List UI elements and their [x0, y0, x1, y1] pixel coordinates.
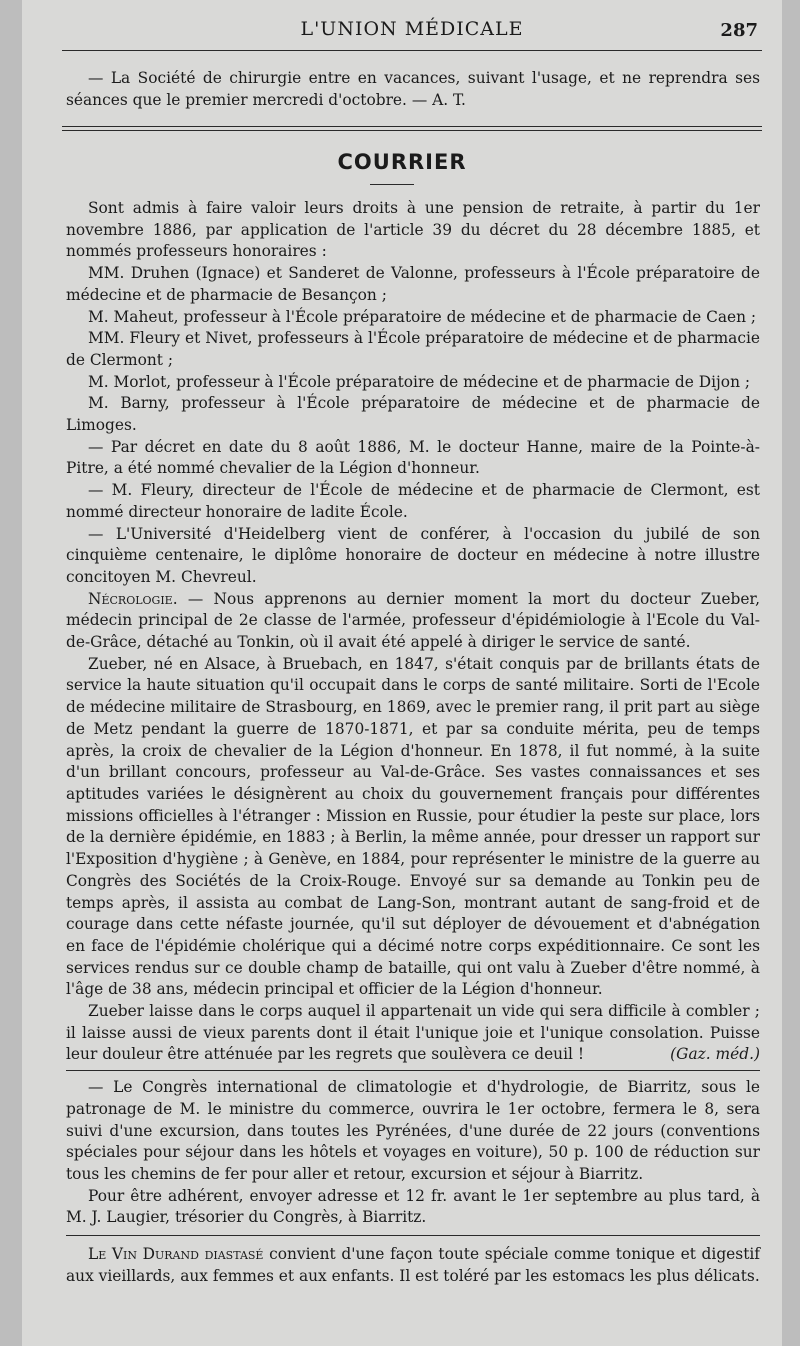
body-text — [66, 198, 760, 1287]
advert-rule — [66, 1235, 760, 1236]
paragraph-besancon: MM. Druhen (Ignace) et Sanderet de Valonne, professeurs à l'École préparatoire de médecine et de pharmacie de Besançon ; — [66, 264, 760, 304]
zueber-legacy-text: Zueber laisse dans le corps auquel il appartenait un vide qui sera difficile à combler ; il laisse aussi de vieux parents dont il était l'unique joie et l'unique consolation. Puisse leur douleur être atténuée par les regrets que soulèvera ce deuil ! — [66, 1002, 760, 1064]
paragraph-clermont: MM. Fleury et Nivet, professeurs à l'École préparatoire de médecine et de pharmacie de Clermont ; — [66, 329, 760, 369]
paragraph-advert — [66, 1244, 760, 1287]
paragraph-necrologie — [66, 589, 760, 654]
running-title: L'UNION MÉDICALE — [300, 18, 524, 40]
paragraph-congress: — Le Congrès international de climatologie et d'hydrologie, de Biarritz, sous le patronage de M. le ministre du commerce, ouvrira le 1er octobre, fermera le 8, sera suivi d'une excursion, dans toutes les Pyrénées, d'une durée de 22 jours (conventions spéciales pour séjour dans les hôtels et voyages en voiture), 50 p. 100 de réduction sur tous les chemins de fer pour aller et retour, excursion et séjour à Biarritz. — [66, 1078, 760, 1183]
section-short-rule — [370, 184, 414, 185]
necrologie-label: Nécrologie. — [88, 589, 178, 608]
paragraph-limoges: M. Barny, professeur à l'École préparatoire de médecine et de pharmacie de Limoges. — [66, 394, 760, 435]
advert-text: convient d'une façon toute spéciale comme tonique et digestif aux vieillards, aux femmes et aux enfants. Il est toléré par les estomacs les plus délicats. — [66, 1245, 760, 1285]
congress-rule — [66, 1070, 760, 1071]
advert-label: Le Vin Durand diastasé — [88, 1245, 264, 1264]
page-header — [60, 18, 764, 48]
paragraph-dijon: M. Morlot, professeur à l'École préparatoire de médecine et de pharmacie de Dijon ; — [88, 372, 751, 391]
paragraph-retirements: Sont admis à faire valoir leurs droits à une pension de retraite, à partir du 1er novembre 1886, par application de l'article 39 du décret du 28 décembre 1885, et nommés professeurs honoraires : — [66, 199, 760, 261]
necrologie-text: — Nous apprenons au dernier moment la mort du docteur Zueber, médecin principal de 2e classe de l'armée, professeur d'épidémiologie à l'Ecole du Val-de-Grâce, détaché au Tonkin, où il avait été appelé à diriger le service de santé. — [66, 589, 760, 652]
paragraph-hanne: — Par décret en date du 8 août 1886, M. le docteur Hanne, maire de la Pointe-à-Pitre, a été nommé chevalier de la Légion d'honneur. — [66, 437, 760, 478]
intro-paragraph: — La Société de chirurgie entre en vacances, suivant l'usage, et ne reprendra ses séances que le premier mercredi d'octobre. — A. T. — [66, 69, 760, 109]
intro-block — [66, 68, 760, 111]
header-rule — [62, 50, 762, 51]
paragraph-zueber-career: Zueber, né en Alsace, à Bruebach, en 1847, s'était conquis par de brillants états de service la haute situation qu'il occupait dans le corps de santé militaire. Sorti de l'Ecole de médecine militaire de Strasbourg, en 1869, avec le premier rang, il prit part au siège de Metz pendant la guerre de 1870-1871, et par sa conduite mérita, peu de temps après, la croix de chevalier de la Légion d'honneur. En 1878, il fut nommé, à la suite d'un brillant concours, professeur au Val-de-Grâce. Ses vastes connaissances et ses aptitudes variées le désignèrent au choix du gouvernement français pour différentes missions officielles à l'étranger : Mission en Russie, pour étudier la peste sur place, lors de la dernière épidémie, en 1883 ; à Berlin, la même année, pour dresser un rapport sur l'Exposition d'hygiène ; à Genève, en 1884, pour représenter le ministre de la guerre au Congrès des Sociétés de la Croix-Rouge. Envoyé sur sa demande au Tonkin peu de temps après, il assista au combat de Lang-Son, montrant autant de sang-froid et de courage dans cette néfaste journée, qu'il sut déployer de dévouement et d'abnégation en face de l'épidémie cholérique qui a décimé notre corps expéditionnaire. Ce sont les services rendus sur ce double champ de bataille, qui ont valu à Zueber d'être nommé, à l'âge de 38 ans, médecin principal et officier de la Légion d'honneur. — [66, 654, 760, 999]
paragraph-congress-membership: Pour être adhérent, envoyer adresse et 12 fr. avant le 1er septembre au plus tard, à M. J. Laugier, trésorier du Congrès, à Biarritz. — [66, 1186, 760, 1227]
page-number: 287 — [720, 20, 758, 41]
paragraph-heidelberg: — L'Université d'Heidelberg vient de conférer, à l'occasion du jubilé de son cinquième centenaire, le diplôme honoraire de docteur en médecine à notre illustre concitoyen M. Chevreul. — [66, 524, 760, 586]
paragraph-fleury: — M. Fleury, directeur de l'École de médecine et de pharmacie de Clermont, est nommé directeur honoraire de ladite École. — [66, 481, 760, 521]
section-double-rule — [62, 126, 762, 131]
paragraph-caen: M. Maheut, professeur à l'École préparatoire de médecine et de pharmacie de Caen ; — [88, 307, 757, 326]
paragraph-zueber-legacy — [66, 1001, 760, 1066]
page — [22, 0, 782, 1346]
section-title: COURRIER — [337, 150, 467, 174]
source-citation: (Gaz. méd.) — [670, 1045, 760, 1064]
